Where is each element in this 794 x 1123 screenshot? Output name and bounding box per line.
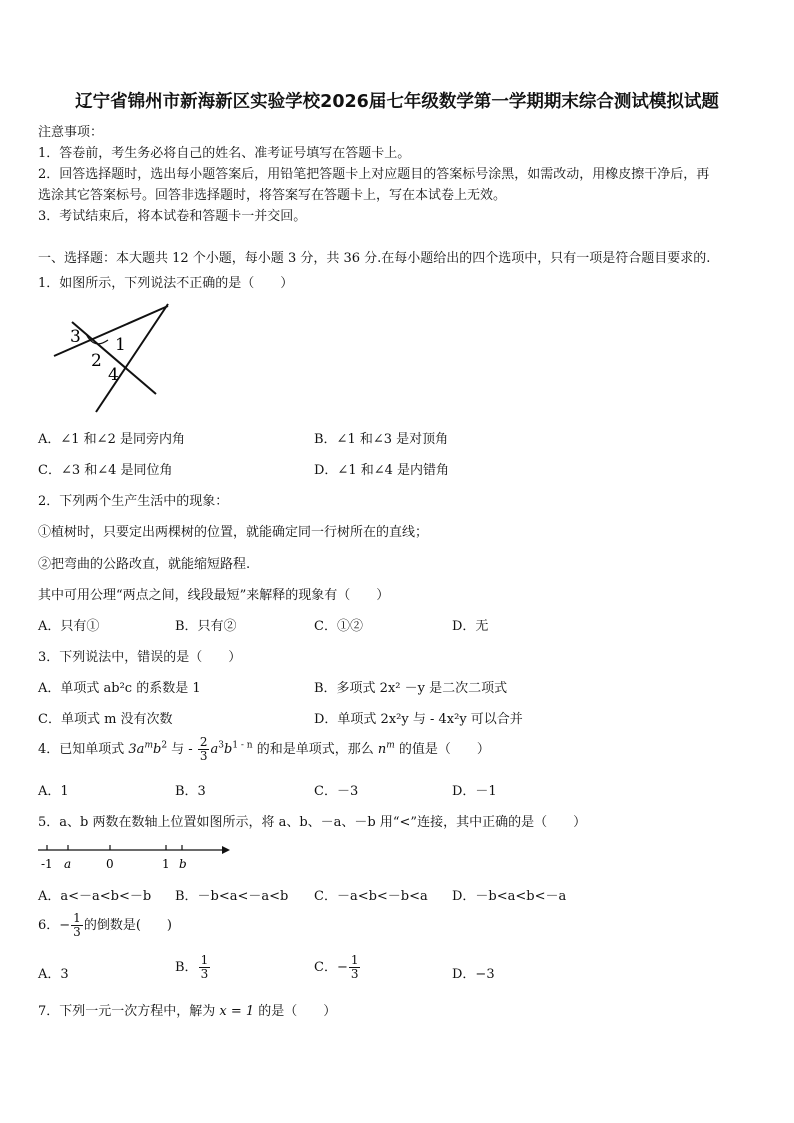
q5-option-d[interactable]: D．－b<a<b<－a xyxy=(452,889,567,904)
q4-text-4: 的值是（ ） xyxy=(394,742,490,757)
q6-frac-num: 1 xyxy=(73,911,81,925)
q6-option-b-fraction xyxy=(199,954,211,981)
q7-text-2: 的是（ ） xyxy=(254,1004,337,1019)
notice-item-2-cont: 选涂其它答案标号。回答非选择题时，将答案写在答题卡上，写在本试卷上无效。 xyxy=(38,188,507,203)
q4-option-c[interactable]: C．－3 xyxy=(314,784,359,799)
q5-option-c[interactable]: C．－a<b<－b<a xyxy=(314,889,428,904)
q3-option-a[interactable]: A．单项式 ab²c 的系数是 1 xyxy=(38,681,201,696)
q4-stem xyxy=(38,736,490,763)
q6-option-c-den: 3 xyxy=(350,967,359,981)
q4-text-2: 与 - xyxy=(167,742,197,757)
q2-item-1: ①植树时，只要定出两棵树的位置，就能确定同一行树所在的直线； xyxy=(38,525,429,540)
section-heading: 一、选择题：本大题共 12 个小题，每小题 3 分，共 36 分.在每小题给出的四个选项中，只有一项是符合题目要求的. xyxy=(38,251,711,266)
q2-ask: 其中可用公理“两点之间，线段最短”来解释的现象有（ ） xyxy=(38,588,390,603)
q2-stem: 2．下列两个生产生活中的现象： xyxy=(38,494,229,509)
q6-fraction xyxy=(71,912,83,939)
q5-axis-arrow xyxy=(222,846,230,854)
q4-frac-den: 3 xyxy=(199,749,208,763)
q6-option-c-num: 1 xyxy=(350,953,359,967)
q1-label-3: 3 xyxy=(70,327,81,347)
q5-label-a: a xyxy=(64,857,72,871)
q2-option-d[interactable]: D．无 xyxy=(452,619,489,634)
page-title: 辽宁省锦州市新海新区实验学校2026届七年级数学第一学期期末综合测试模拟试题 xyxy=(75,92,719,112)
q7-equation: x = 1 xyxy=(219,1004,255,1019)
q6-option-a[interactable]: A．3 xyxy=(38,967,69,982)
q3-option-d[interactable]: D．单项式 2x²y 与 - 4x²y 可以合并 xyxy=(314,712,523,727)
q4-exp-1n: 1 - n xyxy=(232,740,253,751)
q2-option-c[interactable]: C．①② xyxy=(314,619,363,634)
q4-exp-m: m xyxy=(144,740,153,751)
q5-option-a[interactable]: A．a<－a<b<－b xyxy=(38,889,152,904)
notice-item-3: 3．考试结束后，将本试卷和答题卡一并交回。 xyxy=(38,209,307,224)
q4-term-3a: 3a xyxy=(128,742,145,757)
q3-option-c[interactable]: C．单项式 m 没有次数 xyxy=(38,712,173,727)
q4-exp-2: 2 xyxy=(161,740,168,751)
q4-option-d[interactable]: D．－1 xyxy=(452,784,497,799)
q1-option-c[interactable]: C．∠3 和∠4 是同位角 xyxy=(38,463,173,478)
q1-option-a[interactable]: A．∠1 和∠2 是同旁内角 xyxy=(38,432,185,447)
q4-option-b[interactable]: B．3 xyxy=(175,784,206,799)
q6-text-1: 6．− xyxy=(38,918,71,933)
q1-option-b[interactable]: B．∠1 和∠3 是对顶角 xyxy=(314,432,449,447)
q6-option-b[interactable] xyxy=(175,954,211,981)
q5-stem: 5．a、b 两数在数轴上位置如图所示，将 a、b、－a、－b 用“<”连接，其中正确的是（ ） xyxy=(38,815,587,830)
q3-stem: 3．下列说法中，错误的是（ ） xyxy=(38,650,242,665)
q6-frac-den: 3 xyxy=(73,925,81,939)
q6-option-b-prefix: B． xyxy=(175,960,198,975)
q4-fraction xyxy=(198,736,210,763)
q4-frac-num: 2 xyxy=(199,735,208,749)
q7-stem xyxy=(38,1000,336,1019)
q1-option-d[interactable]: D．∠1 和∠4 是内错角 xyxy=(314,463,450,478)
notice-item-2: 2．回答选择题时，选出每小题答案后，用铅笔把答题卡上对应题目的答案标号涂黑，如需改动，用橡皮擦干净后，再 xyxy=(38,167,710,182)
q1-label-1: 1 xyxy=(115,335,126,355)
notice-item-1: 1．答卷前，考生务必将自己的姓名、准考证号填写在答题卡上。 xyxy=(38,146,411,161)
q6-option-c-prefix: C．− xyxy=(314,960,348,975)
q3-option-b[interactable]: B．多项式 2x² －y 是二次二项式 xyxy=(314,681,508,696)
q4-term-n: n xyxy=(377,742,387,757)
q1-stem: 1．如图所示，下列说法不正确的是（ ） xyxy=(38,276,294,291)
q5-label-0: 0 xyxy=(106,857,114,871)
q5-option-b[interactable]: B．－b<a<－a<b xyxy=(175,889,289,904)
q4-term-b: b xyxy=(152,742,162,757)
q1-figure xyxy=(50,298,180,416)
q5-label-1: 1 xyxy=(162,857,170,871)
q4-term-a: a xyxy=(210,742,219,757)
q2-item-2: ②把弯曲的公路改直，就能缩短路程. xyxy=(38,557,251,572)
q1-label-4: 4 xyxy=(108,365,119,385)
q4-exp-3: 3 xyxy=(218,740,224,751)
q6-stem xyxy=(38,912,172,939)
q4-text-1: 4．已知单项式 xyxy=(38,742,129,757)
q1-line-steep xyxy=(96,304,168,412)
q5-label-b: b xyxy=(179,857,187,871)
q6-option-b-num: 1 xyxy=(200,953,209,967)
q6-option-c[interactable] xyxy=(314,954,361,981)
q5-number-line xyxy=(36,838,232,874)
q5-label-m1: -1 xyxy=(41,857,53,871)
q4-term-b2: b xyxy=(223,742,233,757)
q2-option-b[interactable]: B．只有② xyxy=(175,619,237,634)
q6-option-c-fraction xyxy=(349,954,361,981)
q4-exp-m2: m xyxy=(386,740,395,751)
q6-option-b-den: 3 xyxy=(200,967,209,981)
q4-text-3: 的和是单项式，那么 xyxy=(252,742,378,757)
q2-option-a[interactable]: A．只有① xyxy=(38,619,100,634)
q7-text-1: 7．下列一元一次方程中，解为 xyxy=(38,1004,220,1019)
q1-label-2: 2 xyxy=(91,351,102,371)
q4-option-a[interactable]: A．1 xyxy=(38,784,69,799)
q6-option-d[interactable]: D．−3 xyxy=(452,967,495,982)
notice-heading: 注意事项： xyxy=(38,125,104,140)
q6-text-2: 的倒数是( ) xyxy=(83,918,172,933)
